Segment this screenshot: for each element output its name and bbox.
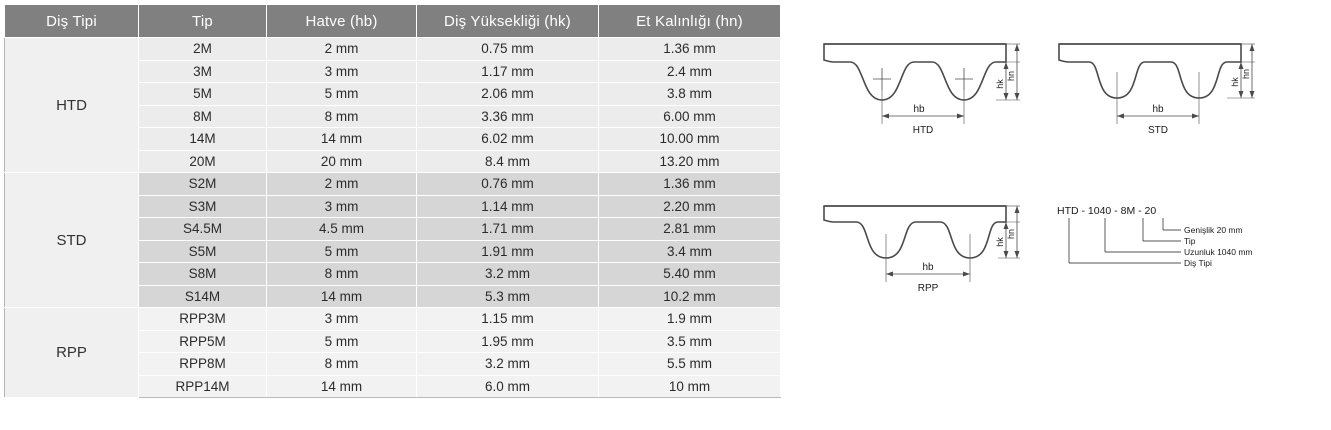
rpp-arrow-left: [886, 272, 893, 277]
std-caption: STD: [1148, 125, 1168, 136]
table-row: [5, 308, 781, 331]
cell-pitch: 3 mm: [267, 308, 417, 331]
cell-type: S2M: [139, 173, 267, 196]
htd-tooth-outline: [824, 44, 1006, 100]
htd-hk-arrow-top: [1004, 62, 1009, 69]
cell-pitch: 14 mm: [267, 128, 417, 151]
cell-thickness: 3.8 mm: [599, 83, 781, 106]
cell-type: 2M: [139, 38, 267, 61]
cell-pitch: 8 mm: [267, 105, 417, 128]
cell-tooth-height: 2.06 mm: [417, 83, 599, 106]
htd-pitch-label: hb: [913, 104, 925, 115]
cell-tooth-height: 3.2 mm: [417, 353, 599, 376]
cell-thickness: 3.4 mm: [599, 240, 781, 263]
group-label-rpp: RPP: [5, 308, 139, 398]
cell-pitch: 8 mm: [267, 353, 417, 376]
htd-profile-drawing: [820, 32, 1025, 142]
designation-leader-lines: [1055, 202, 1285, 292]
cell-type: S4.5M: [139, 218, 267, 241]
std-hn-arrow-bot: [1250, 91, 1255, 98]
cell-thickness: 3.5 mm: [599, 330, 781, 353]
rpp-caption: RPP: [917, 283, 939, 294]
cell-thickness: 2.20 mm: [599, 195, 781, 218]
table-row: [5, 38, 781, 61]
htd-arrow-left: [882, 114, 889, 119]
belt-spec-table: [4, 4, 781, 398]
diagram-std: [1055, 32, 1260, 142]
cell-tooth-height: 1.14 mm: [417, 195, 599, 218]
column-header-tooth-height: Diş Yüksekliği (hk): [417, 5, 599, 38]
cell-pitch: 5 mm: [267, 240, 417, 263]
htd-thickness-label: hn: [1006, 70, 1016, 82]
std-thickness-label: hn: [1241, 68, 1251, 80]
table-header-row: [5, 5, 781, 38]
std-height-label: hk: [1230, 77, 1240, 87]
cell-type: S5M: [139, 240, 267, 263]
cell-pitch: 2 mm: [267, 38, 417, 61]
cell-thickness: 10.00 mm: [599, 128, 781, 151]
rpp-pitch-label: hb: [922, 262, 934, 273]
rpp-hn-arrow-bot: [1015, 251, 1020, 258]
cell-tooth-height: 3.2 mm: [417, 263, 599, 286]
cell-tooth-height: 0.76 mm: [417, 173, 599, 196]
htd-hn-arrow-bot: [1015, 93, 1020, 100]
std-pitch-label: hb: [1152, 104, 1164, 115]
spec-table-container: [4, 4, 780, 398]
legend-length: Uzunluk 1040 mm: [1184, 247, 1253, 257]
cell-tooth-height: 8.4 mm: [417, 150, 599, 173]
group-label-std: STD: [5, 173, 139, 308]
cell-type: RPP8M: [139, 353, 267, 376]
std-hk-arrow-top: [1239, 62, 1244, 69]
std-arrow-left: [1117, 114, 1124, 119]
designation-code-diagram: [1055, 202, 1285, 292]
cell-tooth-height: 3.36 mm: [417, 105, 599, 128]
cell-tooth-height: 5.3 mm: [417, 285, 599, 308]
htd-arrow-right: [957, 114, 964, 119]
cell-tooth-height: 0.75 mm: [417, 38, 599, 61]
rpp-tooth-outline: [824, 206, 1006, 258]
htd-height-label: hk: [995, 79, 1005, 89]
cell-type: 20M: [139, 150, 267, 173]
std-profile-drawing: [1055, 32, 1260, 142]
std-tooth-outline: [1059, 44, 1241, 98]
std-arrow-right: [1192, 114, 1199, 119]
cell-tooth-height: 6.02 mm: [417, 128, 599, 151]
cell-tooth-height: 1.17 mm: [417, 60, 599, 83]
cell-tooth-height: 1.91 mm: [417, 240, 599, 263]
rpp-arrow-right: [963, 272, 970, 277]
cell-thickness: 1.9 mm: [599, 308, 781, 331]
column-header-thickness: Et Kalınlığı (hn): [599, 5, 781, 38]
cell-thickness: 1.36 mm: [599, 173, 781, 196]
legend-type: Tip: [1184, 236, 1196, 246]
rpp-height-label: hk: [995, 237, 1005, 247]
cell-tooth-height: 1.15 mm: [417, 308, 599, 331]
cell-thickness: 5.5 mm: [599, 353, 781, 376]
cell-type: RPP14M: [139, 375, 267, 398]
cell-pitch: 4.5 mm: [267, 218, 417, 241]
rpp-profile-drawing: [820, 194, 1025, 299]
cell-tooth-height: 1.95 mm: [417, 330, 599, 353]
std-hn-arrow-top: [1250, 44, 1255, 51]
cell-pitch: 14 mm: [267, 375, 417, 398]
cell-pitch: 8 mm: [267, 263, 417, 286]
cell-thickness: 10.2 mm: [599, 285, 781, 308]
cell-pitch: 5 mm: [267, 83, 417, 106]
cell-thickness: 1.36 mm: [599, 38, 781, 61]
cell-type: 5M: [139, 83, 267, 106]
group-label-htd: HTD: [5, 38, 139, 173]
cell-thickness: 2.81 mm: [599, 218, 781, 241]
cell-pitch: 20 mm: [267, 150, 417, 173]
rpp-thickness-label: hn: [1006, 228, 1016, 240]
cell-pitch: 2 mm: [267, 173, 417, 196]
cell-pitch: 3 mm: [267, 195, 417, 218]
cell-thickness: 10 mm: [599, 375, 781, 398]
table-row: [5, 173, 781, 196]
rpp-hk-arrow-top: [1004, 222, 1009, 229]
cell-tooth-height: 6.0 mm: [417, 375, 599, 398]
legend-width: Genişlik 20 mm: [1184, 225, 1243, 235]
cell-type: S14M: [139, 285, 267, 308]
cell-type: S8M: [139, 263, 267, 286]
designation-code-text: HTD - 1040 - 8M - 20: [1057, 205, 1157, 217]
column-header-tooth-type: Diş Tipi: [5, 5, 139, 38]
htd-caption: HTD: [912, 125, 934, 136]
cell-thickness: 2.4 mm: [599, 60, 781, 83]
rpp-hn-arrow-top: [1015, 206, 1020, 213]
cell-type: 14M: [139, 128, 267, 151]
column-header-pitch: Hatve (hb): [267, 5, 417, 38]
htd-hk-arrow-bot: [1004, 93, 1009, 100]
tooth-profile-diagrams: [810, 16, 1310, 326]
legend-tooth-type: Diş Tipi: [1184, 258, 1212, 268]
column-header-type: Tip: [139, 5, 267, 38]
htd-hn-arrow-top: [1015, 44, 1020, 51]
diagram-htd: [820, 32, 1025, 142]
cell-type: S3M: [139, 195, 267, 218]
std-hk-arrow-bot: [1239, 91, 1244, 98]
diagram-rpp: [820, 194, 1025, 299]
cell-tooth-height: 1.71 mm: [417, 218, 599, 241]
cell-pitch: 14 mm: [267, 285, 417, 308]
rpp-hk-arrow-bot: [1004, 251, 1009, 258]
cell-pitch: 3 mm: [267, 60, 417, 83]
cell-thickness: 5.40 mm: [599, 263, 781, 286]
cell-thickness: 6.00 mm: [599, 105, 781, 128]
cell-type: RPP5M: [139, 330, 267, 353]
cell-type: 3M: [139, 60, 267, 83]
cell-pitch: 5 mm: [267, 330, 417, 353]
cell-type: 8M: [139, 105, 267, 128]
cell-thickness: 13.20 mm: [599, 150, 781, 173]
cell-type: RPP3M: [139, 308, 267, 331]
